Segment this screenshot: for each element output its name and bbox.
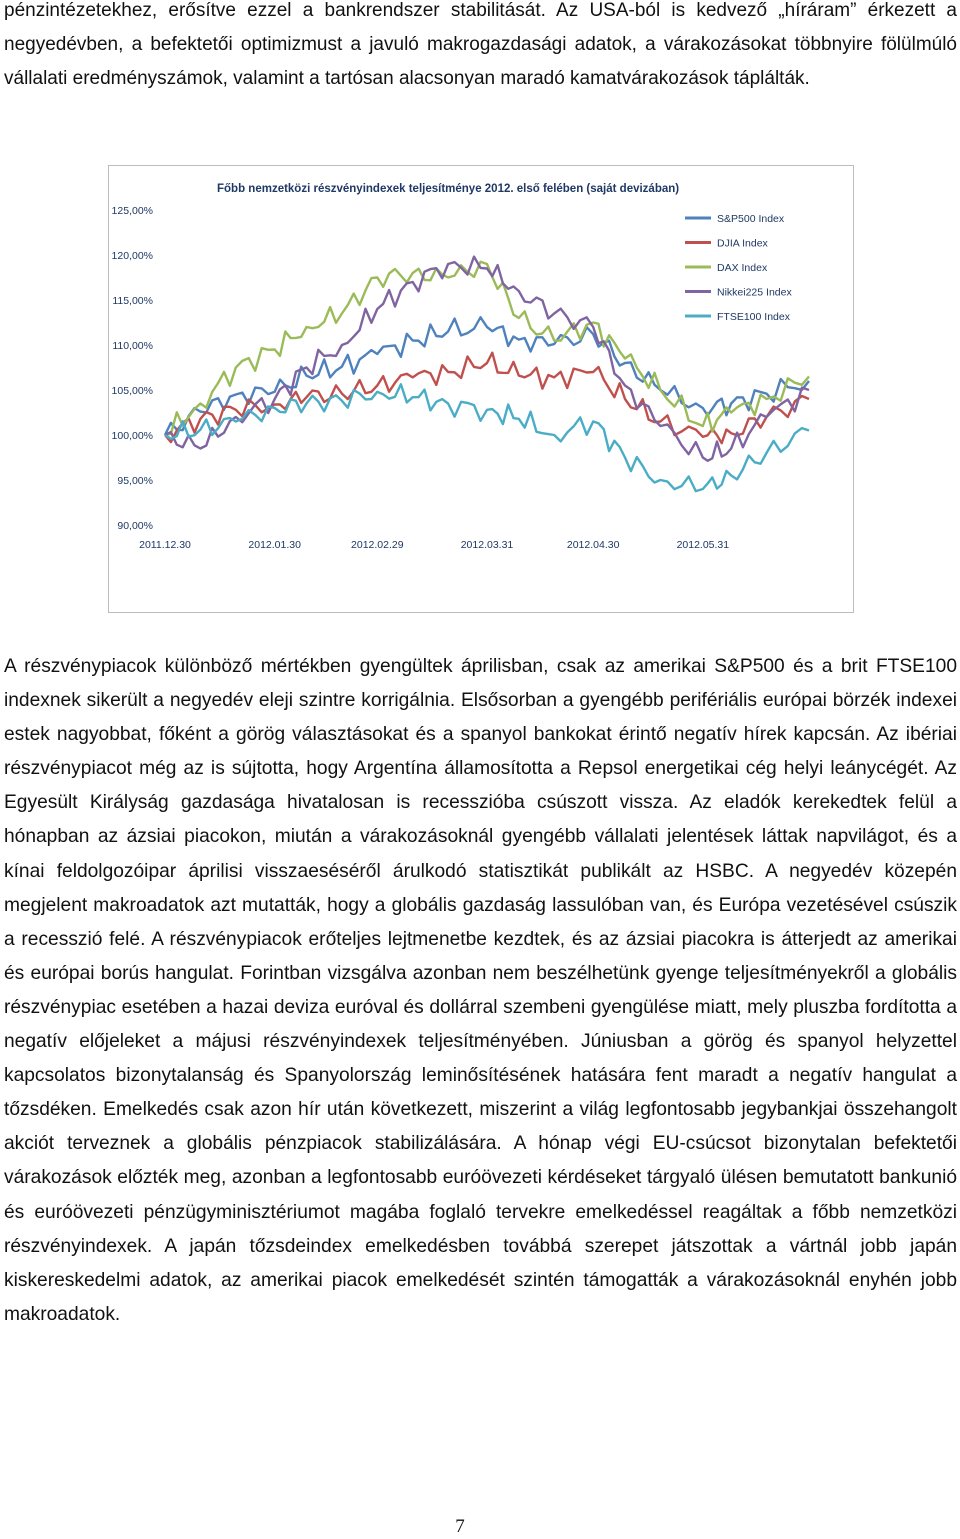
paragraph-main: A részvénypiacok különböző mértékben gyengültek áprilisban, csak az amerikai S&P500 és a brit FTSE100 indexnek sikerült a negyedév eleji szintre korrigálnia. Elsősorban a gyengébb perifériális európai börzék indexei estek nagyobbat, főként a görög választásokat és a spanyol bankokat érintő negatív hírek kapcsán. Az ibériai részvénypiacot még az is sújtotta, hogy Argentína államosította a Repsol energetikai cég helyi leánycégét. Az Egyesült Királyság gazdasága hivatalosan is recesszióba csúszott vissza. Az eladók kerekedtek felül a hónapban az ázsiai piacokon, miután a várakozásoknál gyengébb vállalati jelentések láttak napvilágot, és a kínai feldolgozóipar áprilisi visszaeséséről árulkodó statisztikát publikált az HSBC. A negyedév közepén megjelent makroadatok azt mutatták, hogy a globális gazdaság lassulóban van, és Európa vezetésével csúszik a recesszió felé. A részvénypiacok erőteljes lejtmenetbe kezdtek, és az ázsiai piacokra is átterjedt az amerikai és európai borús hangulat. Forintban vizsgálva azonban nem beszélhetünk gyenge teljesítményekről a globális részvénypiac esetében a hazai deviza euróval és dollárral szembeni gyengülése miatt, mely pluszba fordította a negatív előjeleket a májusi részvényindexek teljesítményében. Júniusban a görög és spanyol helyzettel kapcsolatos bizonytalanság és Spanyolország leminősítésének hatására fent maradt a negatív hangulat a tőzsdéken. Emelkedés csak azon hír után következett, miszerint a világ legfontosabb jegybankjai összehangolt akciót terveznek a globális pénzpiacok stabilizálására. A hónap végi EU-csúcsot bizonytalan befektetői várakozások előzték meg, azonban a legfontosabb euróövezeti kérdéseket tárgyaló ülésen bemutatott bankunió és euróövezeti pénzügyminisztériumot magába foglaló tervekre emelkedéssel reagáltak a főbb nemzetközi részvényindexek. A japán tőzsdeindex emelkedésben továbbá szerepet játszottak a vártnál jobb japán kiskereskedelmi adatok, az amerikai piacok emelkedését szintén támogatták a várakozásoknál enyhén jobb makroadatok. xyxy=(4,656,957,1325)
x-tick-label: 2012.05.31 xyxy=(676,539,730,551)
legend-label: Nikkei225 Index xyxy=(717,286,792,299)
paragraph-top: pénzintézetekhez, erősítve ezzel a bankrendszer stabilitását. Az USA-ból is kedvező „híráram” érkezett a negyedévben, a befektetői optimizmust a javuló makrogazdasági adatok, a várakozásokat többnyire fölülmúló vállalati eredményszámok, valamint a tartósan alacsonyan maradó kamatvárakozások táplálták. xyxy=(4,0,957,89)
y-tick-label: 125,00% xyxy=(111,205,153,217)
x-tick-label: 2012.04.30 xyxy=(566,539,620,551)
index-performance-chart xyxy=(109,166,853,612)
y-tick-label: 90,00% xyxy=(117,520,153,532)
x-tick-label: 2012.01.30 xyxy=(248,539,301,551)
x-tick-label: 2012.02.29 xyxy=(351,539,404,551)
x-tick-label: 2011.12.30 xyxy=(139,539,191,551)
y-tick-label: 120,00% xyxy=(111,250,153,262)
legend-label: DAX Index xyxy=(717,262,768,274)
chart-container xyxy=(108,165,854,613)
y-tick-label: 115,00% xyxy=(112,295,153,307)
legend-label: S&P500 Index xyxy=(717,213,785,225)
series-line xyxy=(165,317,809,435)
y-axis xyxy=(112,205,153,532)
x-axis xyxy=(139,539,729,551)
x-tick-label: 2012.03.31 xyxy=(460,539,514,551)
series-lines xyxy=(165,257,809,492)
y-tick-label: 110,00% xyxy=(112,340,153,352)
chart-title: Főbb nemzetközi részvényindexek teljesítménye 2012. első felében (saját devizában) xyxy=(217,183,680,195)
y-tick-label: 100,00% xyxy=(111,430,153,442)
page-number: 7 xyxy=(455,1516,465,1537)
legend-label: DJIA Index xyxy=(717,237,768,250)
legend-label: FTSE100 Index xyxy=(717,311,790,323)
y-tick-label: 105,00% xyxy=(111,385,153,397)
y-tick-label: 95,00% xyxy=(117,475,153,487)
chart-legend xyxy=(685,213,792,323)
